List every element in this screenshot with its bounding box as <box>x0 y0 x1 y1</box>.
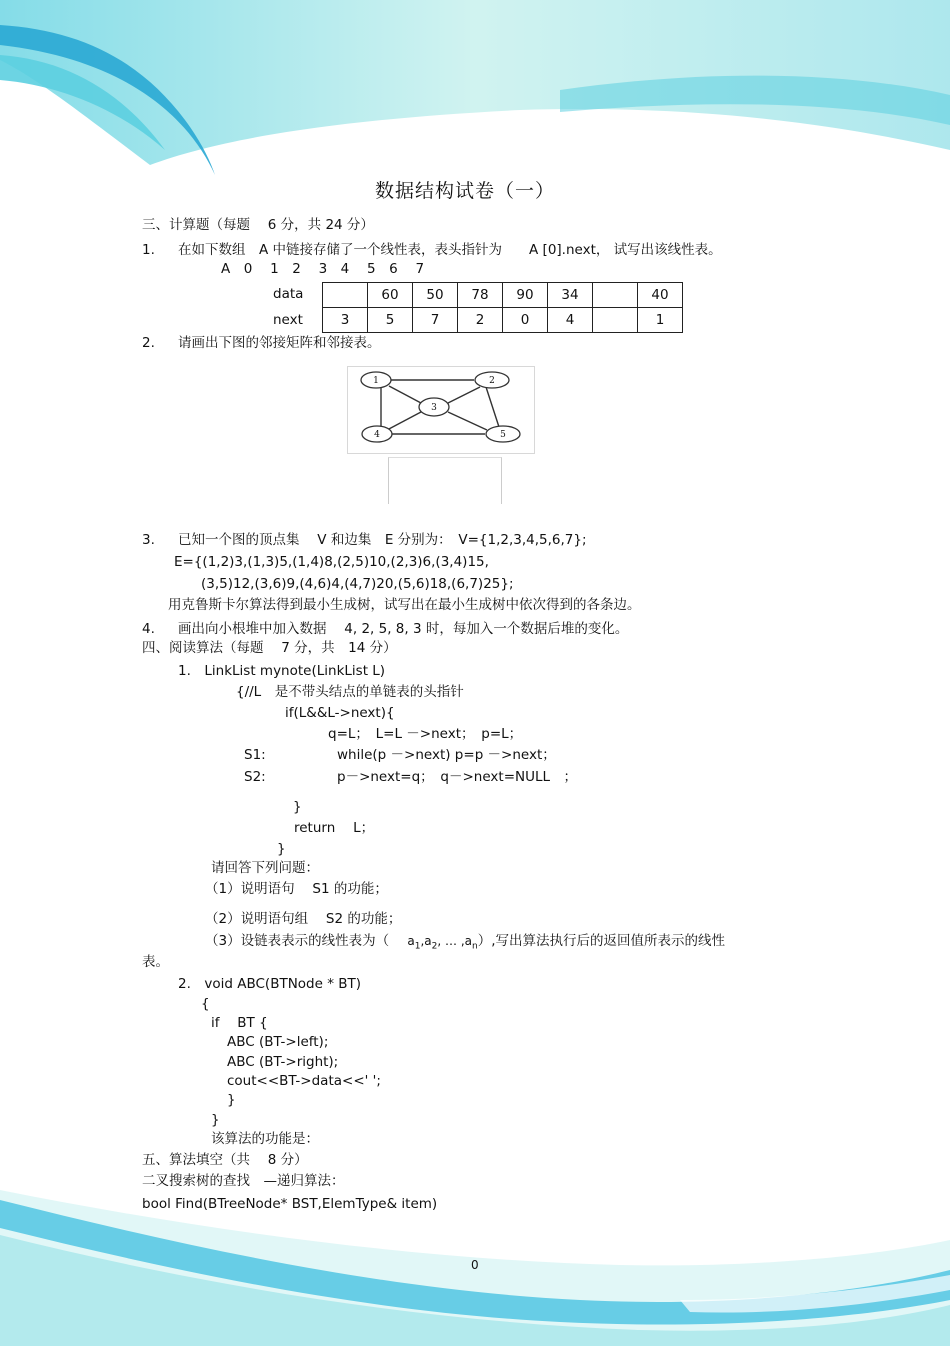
page-number: 0 <box>471 1258 479 1272</box>
graph-node-label: 3 <box>431 403 437 413</box>
q1-number: 1. <box>142 242 155 258</box>
table-cell: 3 <box>323 308 368 333</box>
table-cell: 1 <box>638 308 683 333</box>
section-3-heading: 三、计算题（每题 6 分，共 24 分） <box>142 217 374 233</box>
table-cell: 50 <box>413 283 458 308</box>
undirected-graph-figure <box>347 366 535 454</box>
algo1-if: if(L&&L->next){ <box>285 705 395 721</box>
page-title: 数据结构试卷（一） <box>375 180 556 202</box>
algo1-question-1: （1）说明语句 S1 的功能； <box>205 881 388 897</box>
algo1-question-3 <box>205 932 725 955</box>
algo1-comment: {//L 是不带头结点的单链表的头指针 <box>236 684 464 700</box>
q4-number: 4. <box>142 621 155 637</box>
graph-node-label: 2 <box>489 376 495 386</box>
algo1-question-3-suffix: ）,写出算法执行后的返回值所表示的线性 <box>477 933 726 949</box>
q2-number: 2. <box>142 335 155 351</box>
q3-line2: E={(1,2)3,(1,3)5,(1,4)8,(2,5)10,(2,3)6,(3,4)15, <box>174 554 489 570</box>
q2-text: 请画出下图的邻接矩阵和邻接表。 <box>178 335 381 351</box>
algo1-close-brace: } <box>293 799 302 815</box>
algo2-line-cout: cout<<BT->data<<' '; <box>227 1073 381 1089</box>
graph-node-label: 5 <box>500 430 506 440</box>
algo2-outer-close: } <box>211 1112 220 1128</box>
blank-figure-box <box>388 457 502 504</box>
table-cell: 40 <box>638 283 683 308</box>
algo1-s1-code: while(p －>next) p=p －>next； <box>337 747 556 763</box>
table-cell: 0 <box>503 308 548 333</box>
algo1-s2-label: S2: <box>244 769 266 785</box>
section-5-heading: 五、算法填空（共 8 分） <box>142 1152 308 1168</box>
algo1-header: 1. LinkList mynote(LinkList L) <box>178 663 386 679</box>
sequence-notation: $a_1,a_2$, … $,a_n$ <box>407 934 478 952</box>
algo1-s2-code: p－>next=q； q－>next=NULL ； <box>337 769 578 785</box>
q3-line3: (3,5)12,(3,6)9,(4,6)4,(4,7)20,(5,6)18,(6,7)25}; <box>201 576 514 592</box>
table-cell <box>593 283 638 308</box>
table-cell <box>323 283 368 308</box>
table-cell: 5 <box>368 308 413 333</box>
algo2-inner-close: } <box>227 1092 236 1108</box>
table-cell: 60 <box>368 283 413 308</box>
q3-line1: 已知一个图的顶点集 V 和边集 E 分别为： V={1,2,3,4,5,6,7}; <box>178 532 587 548</box>
table-cell: 7 <box>413 308 458 333</box>
algo1-end-brace: } <box>277 841 286 857</box>
algo1-return: return L； <box>294 820 375 836</box>
algo1-question-3-tail: 表。 <box>142 954 169 970</box>
algo2-if: if BT { <box>211 1015 268 1031</box>
table-row-next <box>323 308 683 333</box>
table-cell: 4 <box>548 308 593 333</box>
algo1-assign: q=L； L=L －>next； p=L； <box>328 726 523 742</box>
row-label-next: next <box>273 312 303 328</box>
graph-node-label: 4 <box>374 430 380 440</box>
algo1-ask: 请回答下列问题： <box>211 860 319 876</box>
algo2-open-brace: { <box>201 996 210 1012</box>
sec5-line1: 二叉搜索树的查找 —递归算法： <box>142 1173 345 1189</box>
algo1-question-3-prefix: （3）设链表表示的线性表为（ <box>205 933 390 949</box>
table-cell: 78 <box>458 283 503 308</box>
table-cell: 34 <box>548 283 593 308</box>
q4-text: 画出向小根堆中加入数据 4, 2, 5, 8, 3 时，每加入一个数据后堆的变化。 <box>178 621 629 637</box>
section-4-heading: 四、阅读算法（每题 7 分，共 14 分） <box>142 640 397 656</box>
graph-node-label: 1 <box>373 376 379 386</box>
row-label-data: data <box>273 286 304 302</box>
algo2-line-left: ABC (BT->left); <box>227 1034 329 1050</box>
algo1-s1-label: S1: <box>244 747 266 763</box>
algo2-function-prompt: 该算法的功能是： <box>211 1131 319 1147</box>
table-cell: 2 <box>458 308 503 333</box>
q3-line4: 用克鲁斯卡尔算法得到最小生成树，试写出在最小生成树中依次得到的各条边。 <box>168 597 641 613</box>
q1-text: 在如下数组 A 中链接存储了一个线性表，表头指针为 A [0].next， 试写出该线性表。 <box>178 242 722 258</box>
algo2-header: 2. void ABC(BTNode * BT) <box>178 976 362 992</box>
algo2-line-right: ABC (BT->right); <box>227 1054 339 1070</box>
table-row-data <box>323 283 683 308</box>
table-cell: 90 <box>503 283 548 308</box>
linked-array-table <box>322 282 683 333</box>
table-cell <box>593 308 638 333</box>
sec5-line2: bool Find(BTreeNode* BST,ElemType& item) <box>142 1196 438 1212</box>
q3-number: 3. <box>142 532 155 548</box>
array-index-row: A 0 1 2 3 4 5 6 7 <box>221 261 425 277</box>
algo1-question-2: （2）说明语句组 S2 的功能； <box>205 911 402 927</box>
